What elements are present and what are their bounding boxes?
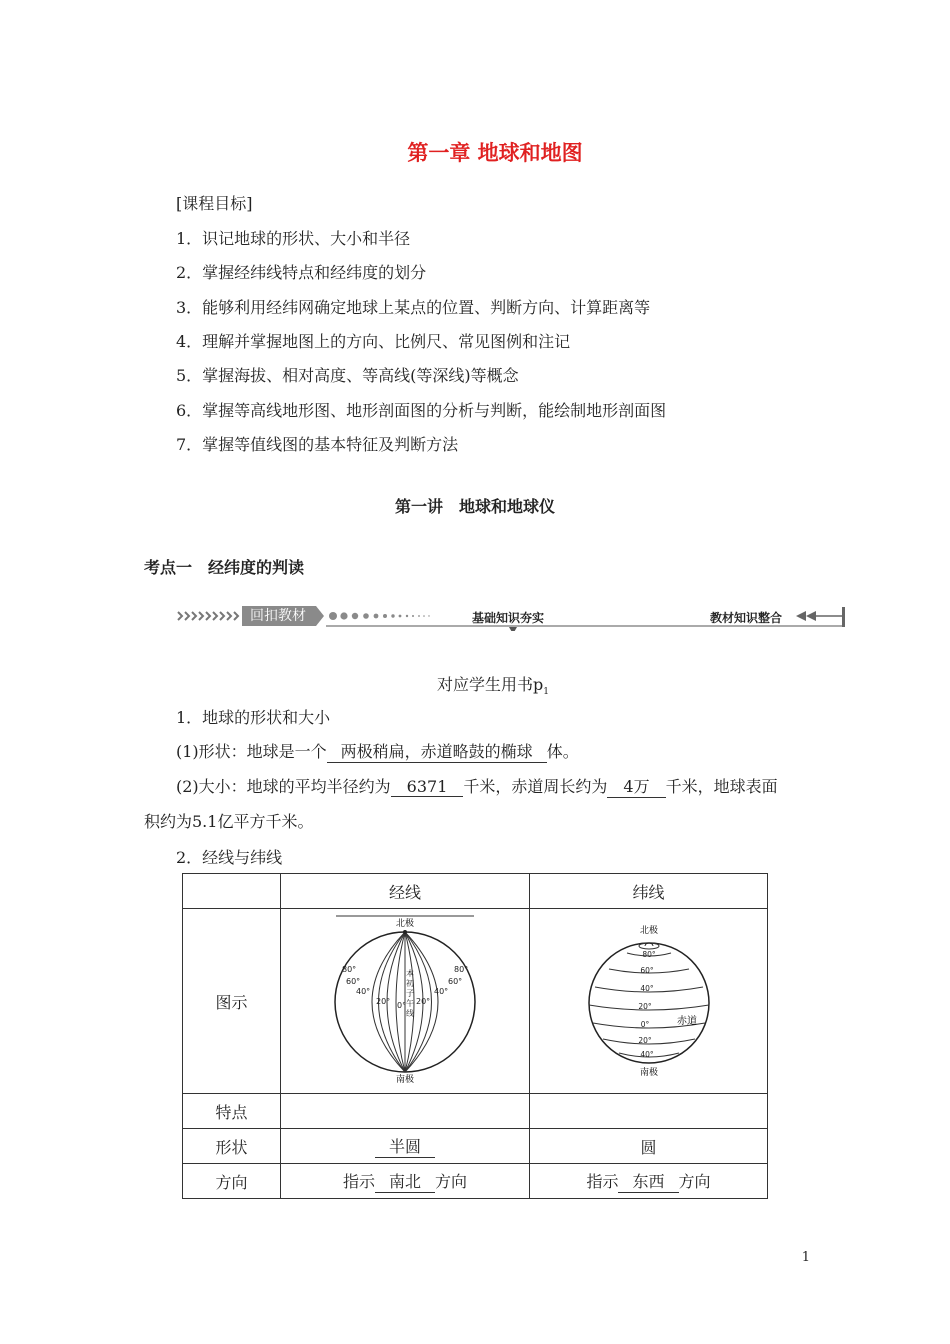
direction-parallel-cell: 指示 东西 方向	[530, 1164, 768, 1199]
parallel-label: 20°	[637, 1002, 652, 1011]
source-note: 对应学生用书$p_1$	[437, 675, 549, 698]
col-header-parallel: 纬线	[530, 874, 768, 909]
shape-meridian-cell	[281, 1129, 530, 1164]
row-label-direction: 方向	[183, 1164, 281, 1199]
area-line: 积约为5.1亿平方千米。	[144, 812, 314, 831]
meridian-label: 20°	[376, 997, 391, 1006]
goal-item: 7．掌握等值线图的基本特征及判断方法	[176, 435, 459, 454]
parallel-globe-figure	[579, 919, 719, 1079]
size-line: (2)大小：地球的平均半径约为 6371 千米，赤道周长约为 4万 千米，地球表面	[176, 774, 778, 798]
direction-meridian-cell: 指示 南北 方向	[281, 1164, 530, 1199]
shape-parallel-cell: 圆	[530, 1129, 768, 1164]
back-arrows-icon	[796, 611, 816, 621]
dots-icon	[329, 612, 430, 620]
row-label-shape: 形状	[183, 1129, 281, 1164]
meridian-globe-figure	[330, 914, 480, 1084]
equator-label: 赤道	[676, 1016, 697, 1027]
meridian-label: 80°	[342, 965, 357, 974]
goal-item: 1．识记地球的形状、大小和半径	[176, 229, 411, 248]
meridian-label: 40°	[356, 987, 371, 996]
section-heading: 2．经线与纬线	[176, 848, 283, 867]
goal-item: 2．掌握经纬线特点和经纬度的划分	[176, 263, 427, 282]
banner-right-label: 教材知识整合	[710, 611, 783, 625]
table-corner	[183, 874, 281, 909]
page-number: 1	[801, 1250, 810, 1265]
parallel-label: 40°	[639, 1050, 654, 1059]
parallel-label: 80°	[641, 950, 656, 959]
meridian-label: 0°	[397, 1001, 407, 1010]
parallel-label: 20°	[637, 1036, 652, 1045]
meridian-figure-cell	[281, 909, 530, 1094]
goal-item: 3．能够利用经纬网确定地球上某点的位置、判断方向、计算距离等	[176, 298, 651, 317]
globe-south-label: 南极	[395, 1075, 415, 1084]
radius-answer: 6371	[391, 777, 464, 797]
chapter-title: 第一章 地球和地图	[407, 141, 583, 165]
prime-meridian-label: 本	[406, 969, 414, 978]
direction-meridian-answer: 南北	[375, 1169, 435, 1193]
prime-meridian-label: 午	[406, 999, 414, 1008]
meridian-label: 60°	[346, 977, 361, 986]
chevron-arrows-icon	[178, 612, 238, 620]
prime-meridian-label: 初	[406, 979, 414, 988]
shape-meridian-answer: 半圆	[375, 1134, 435, 1158]
banner-tab-label: 回扣教材	[250, 608, 306, 624]
row-label-feature: 特点	[183, 1094, 281, 1129]
point-title: 考点一 经纬度的判读	[144, 558, 305, 577]
globe-south-label: 南极	[639, 1068, 658, 1078]
feature-meridian-cell	[281, 1094, 530, 1129]
direction-parallel-answer: 东西	[618, 1169, 678, 1193]
meridian-label: 40°	[434, 987, 449, 996]
shape-line: (1)形状：地球是一个 两极稍扁，赤道略鼓的椭球 体。	[176, 739, 579, 763]
parallel-label: 0°	[640, 1020, 649, 1029]
goal-item: 5．掌握海拔、相对高度、等高线(等深线)等概念	[176, 366, 519, 385]
meridian-label: 20°	[416, 997, 431, 1006]
meridian-label: 80°	[454, 965, 469, 974]
parallel-label: 40°	[639, 984, 654, 993]
globe-north-label: 北极	[395, 919, 415, 929]
section-banner	[176, 603, 848, 631]
prime-meridian-label: 子	[406, 989, 414, 998]
col-header-meridian: 经线	[281, 874, 530, 909]
goal-item: 4．理解并掌握地图上的方向、比例尺、常见图例和注记	[176, 332, 571, 351]
parallel-label: 60°	[639, 966, 654, 975]
meridian-label: 60°	[448, 977, 463, 986]
section-heading: 1．地球的形状和大小	[176, 708, 331, 727]
prime-meridian-label: 线	[406, 1009, 414, 1018]
circumference-answer: 4万	[607, 774, 665, 798]
banner-center-label: 基础知识夯实	[472, 611, 545, 625]
goals-heading: [课程目标]	[176, 194, 253, 213]
globe-north-label: 北极	[639, 926, 658, 936]
lecture-title: 第一讲 地球和地球仪	[394, 497, 555, 516]
shape-answer: 两极稍扁，赤道略鼓的椭球	[327, 739, 547, 763]
parallel-figure-cell	[530, 909, 768, 1094]
feature-parallel-cell	[530, 1094, 768, 1129]
meridian-parallel-table	[182, 873, 768, 1199]
goal-item: 6．掌握等高线地形图、地形剖面图的分析与判断，能绘制地形剖面图	[176, 401, 667, 420]
row-label-figure: 图示	[183, 909, 281, 1094]
